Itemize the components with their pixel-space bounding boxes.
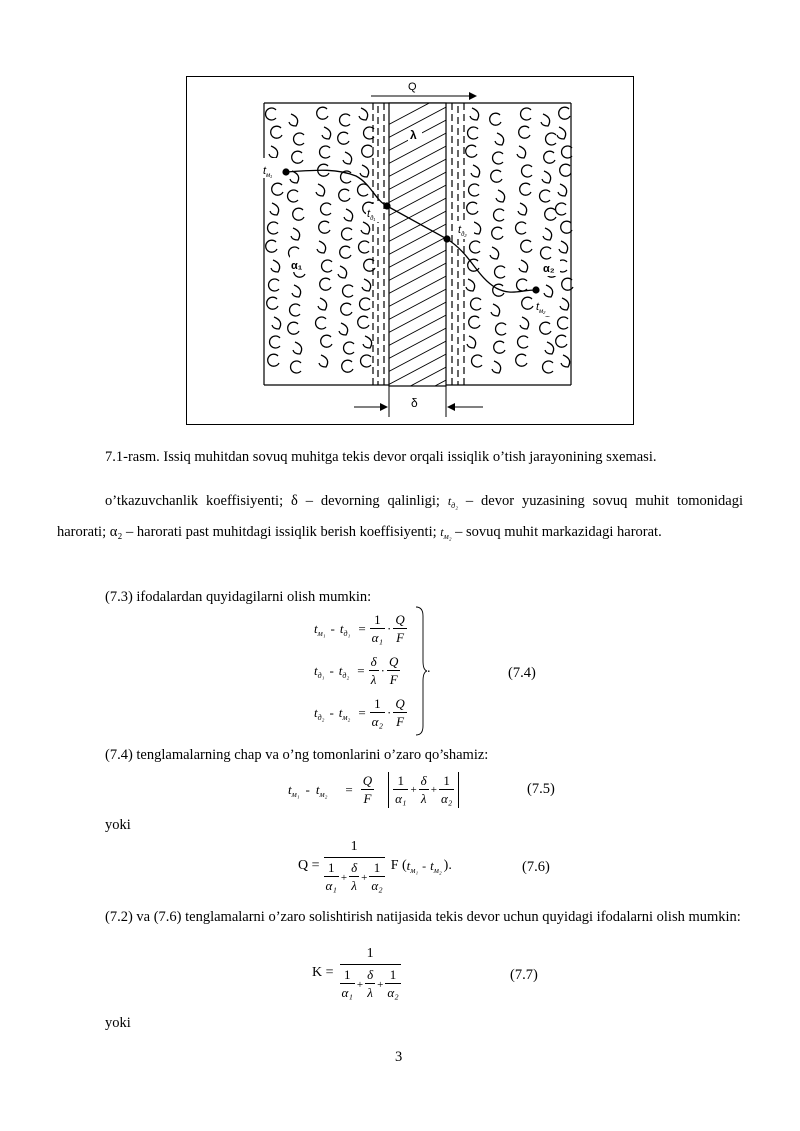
fluid-swirl [269,279,279,291]
fluid-swirl [320,146,330,158]
fluid-swirl [558,184,567,196]
equation-number-7-4: (7.4) [508,665,536,681]
right-brace [415,606,427,736]
fluid-swirl [471,298,481,310]
delta-label: δ [411,396,418,410]
fluid-swirl [317,241,326,253]
fluid-swirl [471,165,480,177]
fluid-swirl [517,146,526,158]
lambda-label: λ [410,128,417,142]
fluid-swirl [494,209,504,221]
fluid-swirl [495,133,504,145]
fluid-swirl [342,360,353,372]
fluid-swirl [522,297,533,309]
fluid-swirl [470,241,480,253]
fluid-swirl [495,266,505,278]
fluid-swirl [344,342,354,354]
fluid-swirl [517,279,527,291]
fluid-swirl [469,316,480,328]
intro-7-2: (7.2) va (7.6) tenglamalarni o’zaro solishtirish natijasida tekis devor uchun quyidagi ifodalarni olish mumkin: [105,909,741,925]
fluid-swirl [343,152,352,164]
fluid-swirl [556,335,567,347]
fluid-swirl [559,241,568,253]
fluid-swirl [290,304,300,316]
fluid-swirl [319,355,328,367]
fluid-swirl [544,285,553,297]
fluid-swirl [360,298,370,310]
fluid-swirl [519,126,530,138]
fluid-swirl [266,108,276,120]
yoki-2: yoki [105,1015,131,1031]
fluid-swirl [540,322,551,334]
fluid-swirl [542,171,551,183]
label-t-m2: $t_{м_2}$ [536,301,546,315]
label-t-d2: $t_{д_2}$ [458,224,467,238]
fluid-swirl [493,152,503,164]
fluid-swirl [268,222,278,234]
fluid-swirl [520,317,529,329]
fluid-swirl [316,317,326,329]
fluid-swirl [544,151,555,163]
fluid-swirl [472,355,482,367]
fluid-swirl [270,336,280,348]
fluid-swirl [466,145,477,157]
fluid-swirl [292,285,301,297]
fluid-swirl [496,190,505,202]
fluid-swirl [318,298,327,310]
fluid-swirl [343,285,353,297]
fluid-swirl [293,208,304,220]
point-t-d2 [443,235,450,242]
fluid-swirl [341,303,352,315]
fluid-swirl [496,323,506,335]
equation-number-7-5: (7.5) [527,781,555,797]
fluid-swirl [361,222,370,234]
fluid-swirl [545,208,556,220]
intro-7-4: (7.4) tenglamalarning chap va o’ng tomonlarini o’zaro qo’shamiz: [105,747,489,763]
fluid-swirl [467,336,476,348]
fluid-swirl [317,107,328,119]
fluid-swirl [518,203,527,215]
equation-7-4-row: $t_{м_1}$ - $t_{д_1}$ = $\frac{1}{\text{α₁}}$ · $\frac{Q}{F}$ [314,611,405,645]
fluid-swirl [288,190,298,202]
label-t-d1: $t_{д_1}$ [367,208,376,222]
fluid-swirl [320,278,331,290]
fluid-swirl [272,317,281,329]
fluid-swirl [293,342,302,354]
fluid-swirl [322,127,331,139]
fluid-swirl [468,127,478,139]
fluid-swirl [518,336,528,348]
fluid-swirl [516,222,526,234]
fluid-swirl [466,279,475,291]
fluid-swirl [362,145,373,157]
fluid-swirl [522,165,532,177]
fluid-swirl [363,336,372,348]
fluid-swirl [492,361,501,373]
fluid-swirl [289,114,298,126]
intro-7-3: (7.3) ifodalardan quyidagilarni olish mumkin: [105,589,372,605]
fluid-swirl [520,183,531,195]
fluid-swirl [361,355,371,367]
fluid-swirl [267,297,278,309]
fluid-swirl [561,221,572,233]
fluid-swirl [359,241,369,253]
equation-7-5: $t_{м_1}$ - $t_{м_2}$ = $\frac{Q}{F}$ $\frac{1}{\text{α₁}}$ + $\frac{\delta}{\lambda}$ + $\frac{1}{\text{α₂}}$ [288,768,459,812]
fluid-swirl [557,127,566,139]
fluid-swirl [359,108,368,120]
point-t-m2 [532,286,539,293]
fluid-swirl [469,184,479,196]
fluid-swirl [321,203,331,215]
equation-number-7-7: (7.7) [510,967,538,983]
fluid-swirl [490,113,501,125]
fluid-swirl [541,114,550,126]
fluid-swirl [271,126,282,138]
label-t-m1: $t_{м_1}$ [263,165,273,179]
fluid-swirl [288,322,299,334]
fluid-swirl [268,354,279,366]
fluid-swirl [521,108,531,120]
fluid-swirl [291,361,301,373]
point-t-m1 [282,168,289,175]
paragraph-definitions: o’tkazuvchanlik koeffisiyenti; δ – devorning qalinligi; $t_{д_2}$ – devor yuzasining sovuq muhit tomonidagi harorati; α₂ – harorati past muhitdagi issiqlik berish koeffisiyenti; $t_{м_2}$ – sovuq muhit markazidagi harorat. [57,493,743,541]
fluid-swirl [292,151,303,163]
fluid-swirl [490,247,499,259]
fluid-swirl [470,108,479,120]
fluid-swirl [492,227,503,239]
fluid-swirl [559,107,570,119]
fluid-swirl [360,165,369,177]
fluid-swirl [338,266,347,278]
fluid-swirl [561,355,570,367]
fluid-swirl [339,323,348,335]
equation-7-6: Q = 1 $\frac{1}{\text{α₁}}$ + $\frac{\delta}{\lambda}$ + $\frac{1}{\text{α₂}}$ F ( $t_{м_1}$ - $t_{м_2}$ ). [298,839,452,893]
fluid-swirl [358,316,369,328]
equation-7-4: $t_{м_1}$ - $t_{д_1}$ = $\frac{1}{\text{α₁}}$ · $\frac{Q}{F}$ $t_{д_1}$ - $t_{д_2}$ = $\frac{\delta}{\lambda}$ · $\frac{Q}{F}$ $t_{д_2}$ - $t_{м_2}$ = $\frac{1}{\text{α₂}}$ · $\frac{Q}{F}$ . [300,604,550,736]
fluid-swirl [338,132,349,144]
fluid-swirl [467,202,478,214]
alpha2-label: α₂ [543,263,555,275]
q-label: Q [408,81,417,93]
fluid-swirl [516,354,527,366]
fluid-swirl [271,260,280,272]
fluid-swirl [272,183,283,195]
fluid-swirl [543,361,553,373]
fluid-swirl [519,260,528,272]
fluid-swirl [491,304,500,316]
fluid-swirl [339,189,350,201]
fluid-swirl [558,317,568,329]
fluid-swirl [340,114,350,126]
fluid-swirl [556,203,566,215]
fluid-swirl [294,133,304,145]
fluid-swirl [342,228,352,240]
fluid-swirl [340,246,351,258]
fluid-swirl [321,335,332,347]
fluid-swirl [546,133,556,145]
fluid-swirl [491,170,502,182]
figure-caption: 7.1-rasm. Issiq muhitdan sovuq muhitga tekis devor orqali issiqlik o’tish jarayonining sxemasi. [105,449,657,465]
page-number: 3 [395,1049,403,1065]
fluid-swirl [270,203,279,215]
equation-7-4-row: $t_{д_1}$ - $t_{д_2}$ = $\frac{\delta}{\lambda}$ · $\frac{Q}{F}$ [314,653,399,687]
fluid-swirl [364,259,375,271]
equation-number-7-6: (7.6) [522,859,550,875]
fluid-swirl [362,279,371,291]
fluid-swirl [269,146,278,158]
fluid-swirl [291,228,300,240]
fluid-swirl [560,164,571,176]
fluid-swirl [319,221,330,233]
fluid-swirl [322,260,332,272]
equation-7-4-row: $t_{д_2}$ - $t_{м_2}$ = $\frac{1}{\text{α₂}}$ · $\frac{Q}{F}$ [314,695,405,729]
fluid-swirl [541,247,551,259]
fluid-swirl [521,240,532,252]
fluid-swirl [358,184,368,196]
fluid-swirl [560,298,569,310]
fluid-swirl [316,184,325,196]
fluid-swirl [266,240,277,252]
fluid-swirl [545,342,554,354]
yoki-1: yoki [105,817,131,833]
heat-transfer-figure [186,76,636,426]
fluid-swirl [290,171,299,183]
equation-7-7: K = 1 $\frac{1}{\text{α₁}}$ + $\frac{\delta}{\lambda}$ + $\frac{1}{\text{α₂}}$ [312,946,399,1000]
fluid-swirl [540,190,550,202]
point-t-d1 [383,202,390,209]
alpha1-label: α₁ [291,260,303,272]
fluid-swirl [543,228,552,240]
fluid-swirl [344,209,353,221]
fluid-swirl [494,341,505,353]
